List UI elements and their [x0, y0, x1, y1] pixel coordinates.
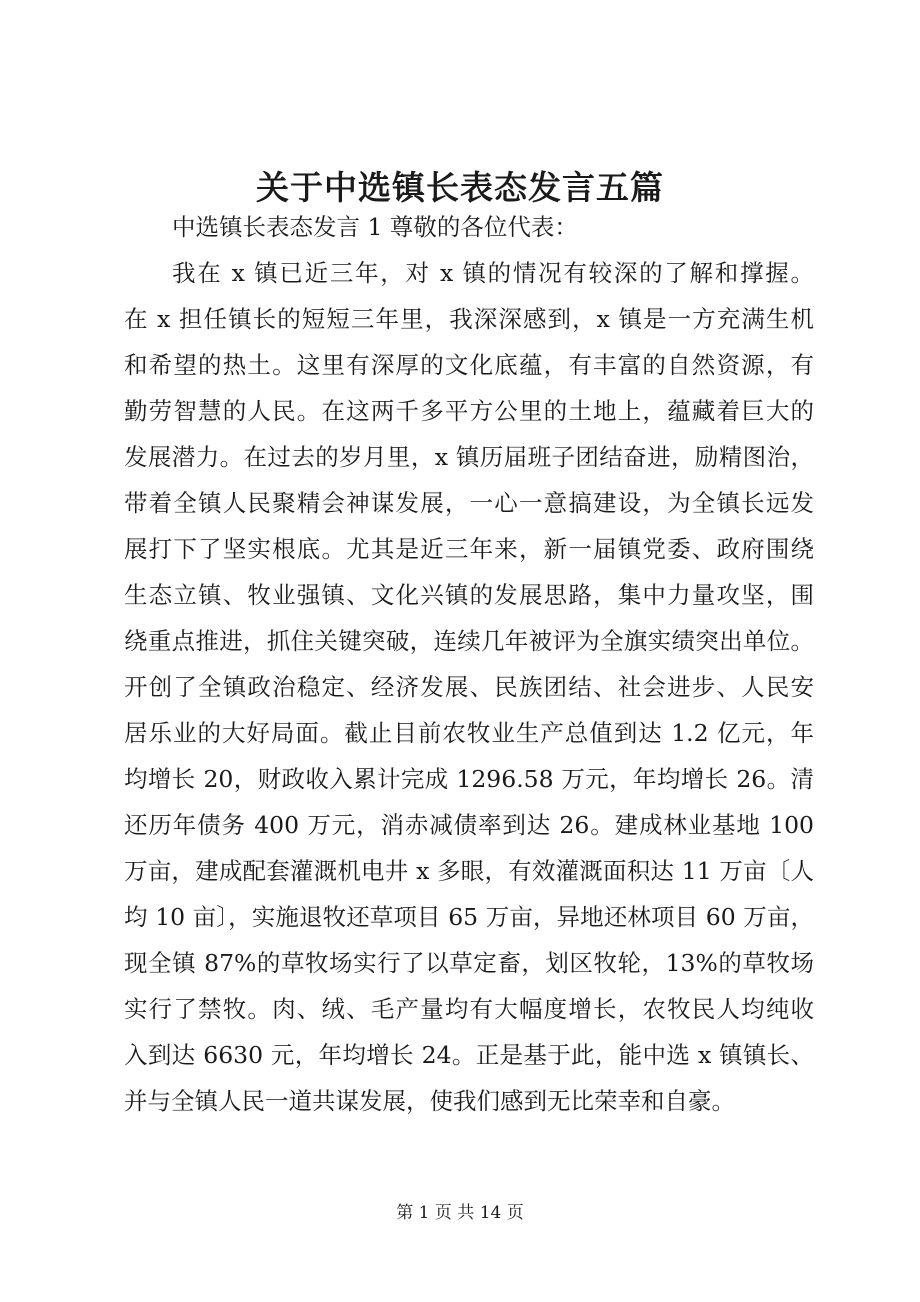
body-line: 入到达 6630 元，年均增长 24。正是基于此，能中选 x 镇镇长、 — [124, 1041, 814, 1069]
body-line: 现全镇 87%的草牧场实行了以草定畜，划区牧轮，13%的草牧场 — [124, 949, 814, 977]
body-line: 实行了禁牧。肉、绒、毛产量均有大幅度增长，农牧民人均纯收 — [124, 995, 814, 1023]
body-line: 展打下了坚实根底。尤其是近三年来，新一届镇党委、政府围绕 — [124, 535, 814, 563]
body-line: 和希望的热土。这里有深厚的文化底蕴，有丰富的自然资源，有 — [124, 351, 814, 379]
body-line: 还历年债务 400 万元，消赤减债率到达 26。建成林业基地 100 — [124, 811, 814, 839]
body-line: 均 10 亩〕，实施退牧还草项目 65 万亩，异地还林项目 60 万亩， — [124, 903, 814, 931]
body-line: 并与全镇人民一道共谋发展，使我们感到无比荣幸和自豪。 — [124, 1087, 735, 1115]
body-line: 万亩，建成配套灌溉机电井 x 多眼，有效灌溉面积达 11 万亩〔人 — [124, 857, 814, 885]
body-line: 在 x 担任镇长的短短三年里，我深深感到，x 镇是一方充满生机 — [124, 305, 814, 333]
body-line: 开创了全镇政治稳定、经济发展、民族团结、社会进步、人民安 — [124, 673, 814, 701]
body-line: 均增长 20，财政收入累计完成 1296.58 万元，年均增长 26。清 — [124, 765, 814, 793]
body-line: 绕重点推进，抓住关键突破，连续几年被评为全旗实绩突出单位。 — [124, 627, 814, 655]
page-footer: 第 1 页 共 14 页 — [396, 1203, 524, 1223]
body-line: 居乐业的大好局面。截止目前农牧业生产总值到达 1.2 亿元，年 — [124, 719, 814, 747]
body-line: 发展潜力。在过去的岁月里，x 镇历届班子团结奋进，励精图治， — [124, 443, 814, 471]
body-line: 带着全镇人民聚精会神谋发展，一心一意搞建设，为全镇长远发 — [124, 489, 814, 517]
body-line: 中选镇长表态发言 1 尊敬的各位代表： — [172, 213, 578, 241]
body-line: 生态立镇、牧业强镇、文化兴镇的发展思路，集中力量攻坚，围 — [124, 581, 814, 609]
body-line: 勤劳智慧的人民。在这两千多平方公里的土地上，蕴藏着巨大的 — [124, 397, 814, 425]
document-title: 关于中选镇长表态发言五篇 — [256, 168, 664, 207]
body-line: 我在 x 镇已近三年，对 x 镇的情况有较深的了解和撑握。 — [172, 259, 814, 287]
